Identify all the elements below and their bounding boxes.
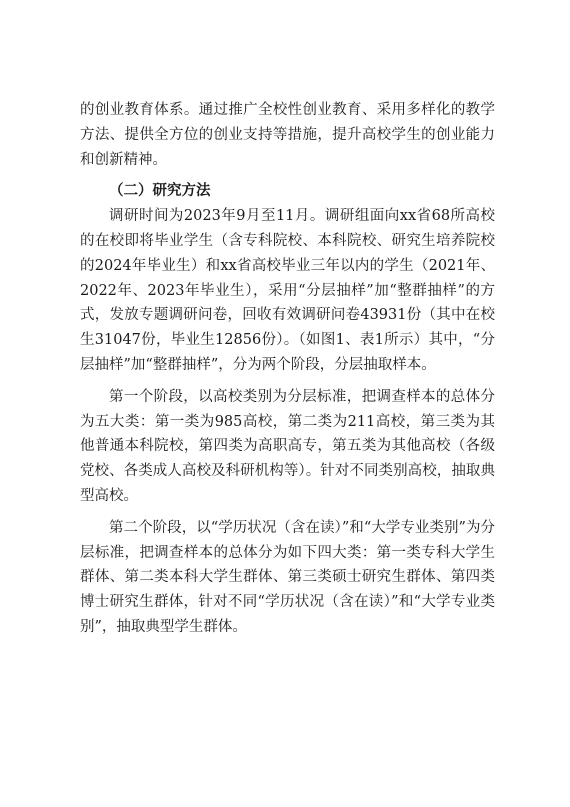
stage-one-paragraph: 第一个阶段，以高校类别为分层标准，把调查样本的总体分为五大类：第一类为985高校，第二类为211高校，第三类为其他普通本科院校，第四类为高职高专，第五类为其他高校（各级党校、各类成人高校及科研机构等）。针对不同类别高校，抽取典型高校。 (80, 388, 495, 504)
stage-two-paragraph: 第二个阶段，以“学历状况（含在读）”和“大学专业类别”为分层标准，把调查样本的总体分为如下四大类：第一类专科大学生群体、第二类本科大学生群体、第三类硕士研究生群体、第四类博士研究生群体，针对不同“学历状况（含在读）”和“大学专业类别”，抽取典型学生群体。 (80, 519, 495, 635)
intro-paragraph: 的创业教育体系。通过推广全校性创业教育、采用多样化的教学方法、提供全方位的创业支持等措施，提升高校学生的创业能力和创新精神。 (80, 102, 495, 168)
document-body (80, 98, 495, 640)
method-paragraph: 调研时间为2023年9月至11月。调研组面向xx省68所高校的在校即将毕业学生（含专科院校、本科院校、研究生培养院校的2024年毕业生）和xx省高校毕业三年以内的学生（2021年、2022年、2023年毕业生），采用“分层抽样”加“整群抽样”的方式，发放专题调研问卷，回收有效调研问卷43931份（其中在校生31047份，毕业生12856份）。（如图1、表1所示）其中，“分层抽样”加“整群抽样”，分为两个阶段，分层抽取样本。 (80, 208, 495, 373)
section-heading: （二）研究方法 (109, 182, 211, 200)
